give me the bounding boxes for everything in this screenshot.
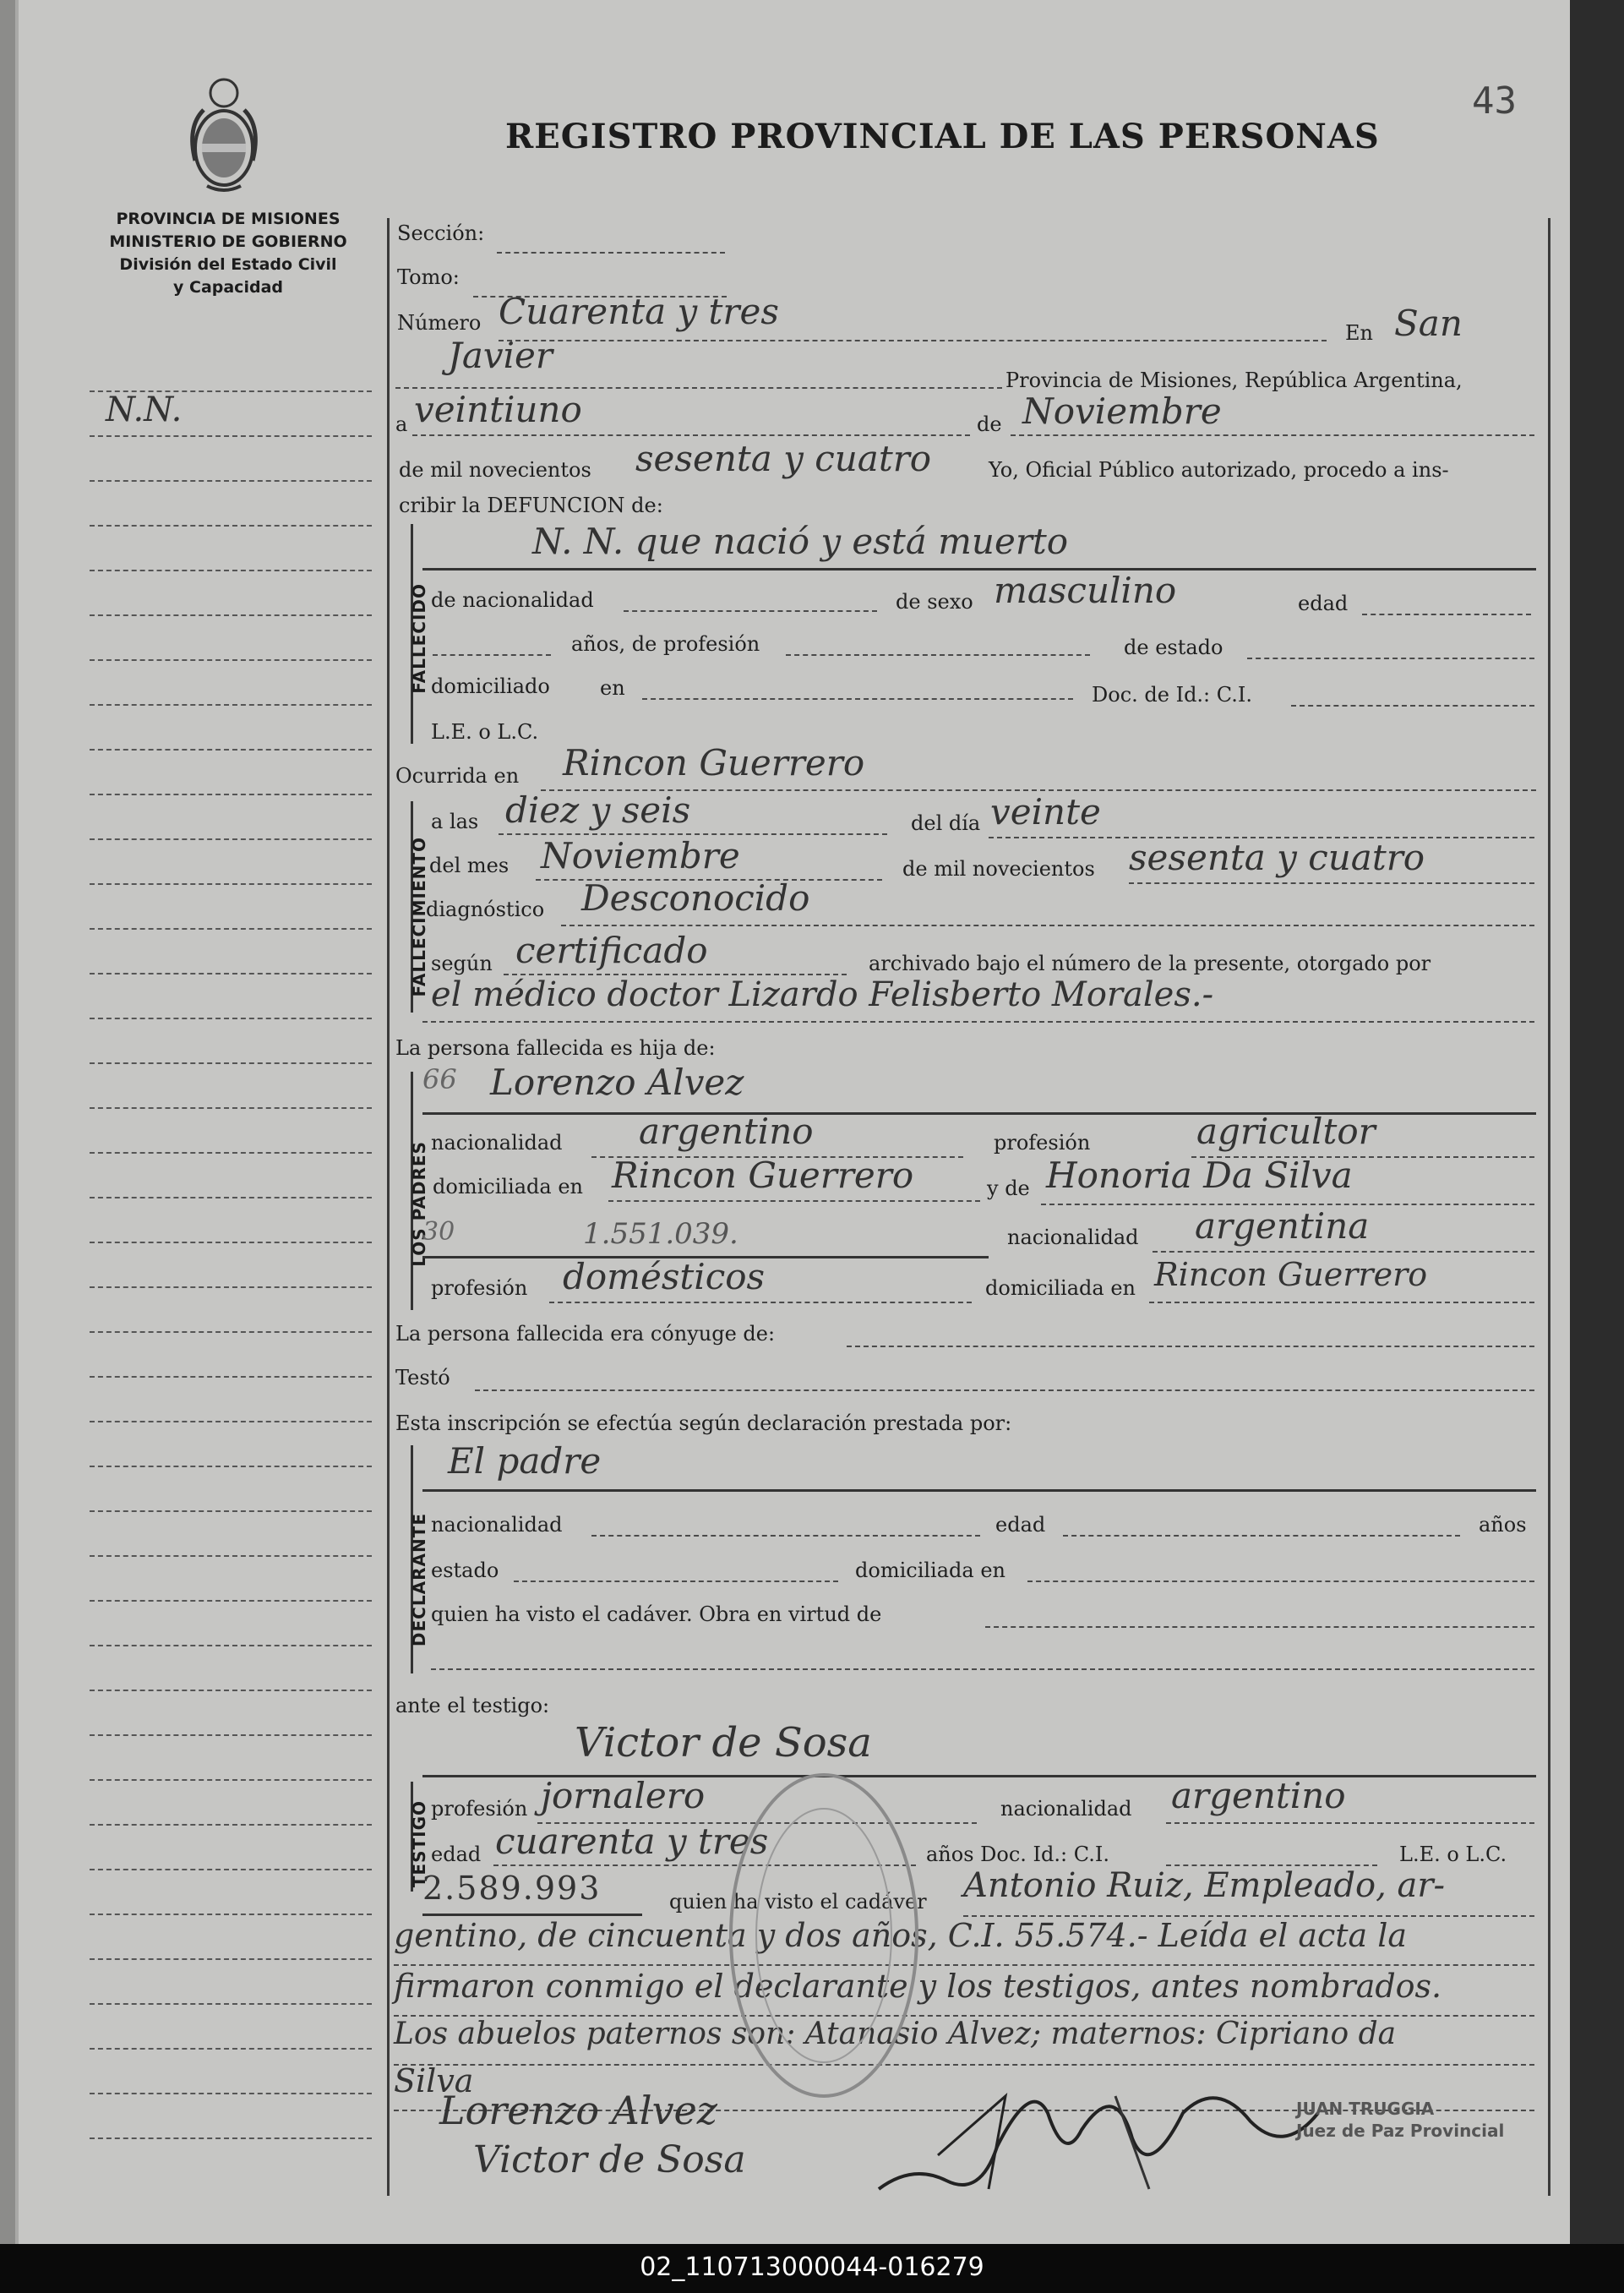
estado-label: de estado: [1124, 636, 1223, 659]
declarante-domicilio-line: [1027, 1581, 1534, 1582]
madre-nacionalidad-value: argentina: [1195, 1205, 1370, 1247]
ocurrida-label: Ocurrida en: [395, 764, 520, 788]
hija-label: La persona fallecida es hija de:: [395, 1036, 716, 1060]
footer-bar: [0, 2244, 1624, 2293]
declarante-estado-label: estado: [431, 1559, 499, 1582]
margin-line: [90, 1242, 372, 1243]
margin-line: [90, 1062, 372, 1064]
fallecimiento-side-label: FALLECIMIENTO: [409, 837, 429, 997]
madre-domicilio-value: Rincon Guerrero: [1154, 1256, 1428, 1293]
testigo-side-label: TESTIGO: [409, 1800, 429, 1888]
testigo-visto-label: quien ha visto el cadáver: [669, 1890, 927, 1914]
profesion-line: [786, 654, 1090, 656]
domiciliado-en-label: en: [600, 676, 625, 700]
anos-line: [433, 654, 551, 656]
testigo-edad-label: edad: [431, 1843, 482, 1866]
judge-stamp-title: Juez de Paz Provincial: [1296, 2121, 1505, 2141]
declarante-nacionalidad-line: [591, 1535, 980, 1537]
book-spine: [1570, 0, 1624, 2244]
testigo-doc-value-line: [422, 1914, 642, 1916]
en-value: San: [1394, 303, 1463, 344]
madre-doc: 1.551.039.: [583, 1217, 738, 1251]
inscripcion-text: Esta inscripción se efectúa según declaración prestada por:: [395, 1411, 1012, 1435]
diagnostico-value: Desconocido: [581, 877, 810, 919]
nacionalidad-line: [624, 610, 877, 612]
margin-line: [90, 973, 372, 975]
testo-line: [475, 1389, 1534, 1391]
en-label: En: [1345, 321, 1373, 345]
margin-line: [90, 1779, 372, 1781]
diagnostico-line: [561, 925, 1534, 926]
padre-name: Lorenzo Alvez: [490, 1062, 744, 1103]
madre-profesion-line: [549, 1302, 972, 1303]
doc-label: Doc. de Id.: C.I.: [1092, 683, 1253, 707]
padre-nacionalidad-label: nacionalidad: [431, 1131, 563, 1155]
fallecido-side-label: FALLECIDO: [409, 583, 429, 694]
notes-line5: Silva: [394, 2062, 474, 2099]
month-value: Noviembre: [1022, 390, 1222, 432]
margin-line: [90, 525, 372, 527]
judge-stamp-name: JUAN TRUGGIA: [1296, 2099, 1435, 2119]
declarante-extra-line: [431, 1668, 1534, 1670]
margin-line: [90, 1734, 372, 1736]
institution-header: [84, 208, 372, 299]
testigo-profesion-label: profesión: [431, 1797, 528, 1821]
margin-line: [90, 1690, 372, 1691]
province-name: PROVINCIA DE MISIONES: [116, 210, 341, 228]
a-las-label: a las: [431, 810, 479, 833]
ante-testigo-label: ante el testigo:: [395, 1694, 550, 1717]
domiciliado-label: domiciliado: [431, 674, 550, 698]
fallecido-name-line: [422, 568, 1536, 571]
padre-profesion-value: agricultor: [1196, 1111, 1376, 1152]
tomo-label: Tomo:: [397, 265, 460, 289]
numero-value: Cuarenta y tres: [499, 291, 779, 332]
margin-line: [90, 1510, 372, 1512]
month-line: [1011, 434, 1534, 436]
footer-image-id: 02_110713000044-016279: [640, 2252, 984, 2282]
margin-line: [90, 1107, 372, 1109]
official-signature-icon: [862, 2062, 1335, 2206]
numero-line: [499, 340, 1327, 341]
testigo-nacionalidad-label: nacionalidad: [1000, 1797, 1132, 1821]
testigo-doc-value: 2.589.993: [422, 1870, 602, 1907]
medico-value: el médico doctor Lizardo Felisberto Morales.-: [431, 975, 1214, 1014]
declarante-domiciliada-label: domiciliada en: [855, 1559, 1005, 1582]
margin-line: [90, 1824, 372, 1826]
margin-line: [90, 928, 372, 930]
main-left-border: [387, 218, 390, 2196]
madre-name: Honoria Da Silva: [1046, 1155, 1353, 1196]
diagnostico-label: diagnóstico: [426, 898, 545, 921]
margin-line: [90, 1286, 372, 1288]
sexo-value: masculino: [994, 570, 1177, 611]
padre-profesion-label: profesión: [994, 1131, 1091, 1155]
declarante-value: El padre: [448, 1440, 602, 1482]
margin-line: [90, 794, 372, 795]
ministry-name: MINISTERIO DE GOBIERNO: [109, 232, 347, 251]
del-mes-label: del mes: [429, 854, 510, 877]
conyuge-line: [847, 1346, 1534, 1347]
dia-value: veinte: [990, 791, 1101, 833]
madre-nacionalidad-line: [1153, 1251, 1534, 1253]
padre-nacionalidad-value: argentino: [639, 1111, 814, 1152]
madre-profesion-label: profesión: [431, 1276, 528, 1300]
seccion-line: [497, 252, 725, 254]
testigo-edad-value: cuarenta y tres: [495, 1821, 769, 1862]
page-number: 43: [1472, 79, 1517, 123]
declarante-edad-label: edad: [995, 1513, 1046, 1537]
margin-line: [90, 614, 372, 616]
division-name-cont: y Capacidad: [173, 278, 283, 297]
notes-line3: firmaron conmigo el declarante y los testigos, antes nombrados.: [394, 1968, 1442, 2005]
madre-nacionalidad-label: nacionalidad: [1007, 1226, 1139, 1249]
y-de-label: y de: [987, 1177, 1030, 1200]
fallecido-name: N. N. que nació y está muerto: [532, 521, 1069, 562]
margin-note: N.N.: [106, 390, 183, 429]
margin-line: [90, 1197, 372, 1198]
margin-line: [90, 1914, 372, 1915]
testigo-nacionalidad-line: [1166, 1822, 1534, 1824]
signature-lorenzo: Lorenzo Alvez: [439, 2088, 718, 2133]
place-continued: Javier: [448, 335, 553, 376]
madre-domicilio-line: [1149, 1302, 1534, 1303]
de-label: de: [977, 412, 1002, 436]
declarante-visto-label: quien ha visto el cadáver. Obra en virtud de: [431, 1602, 882, 1626]
margin-line: [90, 659, 372, 661]
estado-line: [1247, 658, 1534, 659]
margin-line: [90, 435, 372, 437]
oficial-text: Yo, Oficial Público autorizado, procedo a ins-: [989, 458, 1449, 482]
testigo-name: Victor de Sosa: [575, 1719, 872, 1766]
anos-label: años, de profesión: [571, 632, 760, 656]
margin-line: [90, 1466, 372, 1467]
judge-stamp: [1296, 2098, 1504, 2142]
margin-line: [90, 1645, 372, 1646]
del-dia-label: del día: [911, 811, 981, 835]
main-right-border: [1548, 218, 1550, 2196]
nacionalidad-label: de nacionalidad: [431, 588, 594, 612]
edad-line: [1362, 614, 1531, 615]
padre-age: 66: [422, 1063, 457, 1095]
margin-line: [90, 2003, 372, 2005]
provincia-text: Provincia de Misiones, República Argentina,: [1005, 369, 1463, 392]
year-label: de mil novecientos: [399, 458, 591, 482]
archivado-text: archivado bajo el número de la presente, otorgado por: [869, 952, 1431, 975]
testigo-doc-label: años Doc. Id.: C.I.: [926, 1843, 1109, 1866]
medico-line: [422, 1021, 1534, 1023]
margin-line: [90, 2048, 372, 2050]
anio-value: sesenta y cuatro: [1129, 837, 1425, 878]
testigo-profesion-value: jornalero: [541, 1775, 706, 1816]
margin-line: [90, 570, 372, 571]
page-title: REGISTRO PROVINCIAL DE LAS PERSONAS: [505, 117, 1380, 156]
official-stamp-icon: [718, 1758, 929, 2113]
padres-side-label: LOS PADRES: [409, 1141, 429, 1267]
notes-line1: Antonio Ruiz, Empleado, ar-: [963, 1866, 1445, 1905]
notes-line4: Los abuelos paternos son: Atanasio Alvez; maternos: Cipriano da: [394, 2017, 1397, 2051]
margin-line: [90, 838, 372, 840]
declarante-estado-line: [514, 1581, 838, 1582]
margin-line: [90, 749, 372, 751]
margin-line: [90, 1869, 372, 1870]
division-name: División del Estado Civil: [119, 255, 337, 274]
le-label: L.E. o L.C.: [431, 720, 539, 744]
edad-label: edad: [1298, 592, 1349, 615]
domiciliado-line: [642, 698, 1073, 700]
signature-victor: Victor de Sosa: [473, 2138, 746, 2181]
padre-domicilio-line: [608, 1200, 980, 1202]
year-value: sesenta y cuatro: [635, 438, 932, 479]
testo-label: Testó: [395, 1366, 450, 1389]
margin-line: [90, 1958, 372, 1960]
notes-line2-rule: [394, 1964, 1534, 1966]
margin-line: [90, 704, 372, 706]
day-value: veintiuno: [414, 389, 582, 430]
seccion-label: Sección:: [397, 221, 485, 245]
declarante-anos-label: años: [1479, 1513, 1527, 1537]
doc-line: [1291, 705, 1534, 707]
coat-of-arms-icon: [182, 68, 266, 203]
declarante-visto-line: [985, 1626, 1534, 1628]
anio-line: [1129, 882, 1534, 884]
conyuge-label: La persona fallecida era cónyuge de:: [395, 1322, 776, 1346]
padre-domiciliada-label: domiciliada en: [433, 1175, 583, 1198]
margin-line: [90, 1152, 372, 1154]
margin-line: [90, 1555, 372, 1557]
margin-line: [90, 2137, 372, 2139]
testigo-le-label: L.E. o L.C.: [1399, 1843, 1507, 1866]
margin-line: [90, 1018, 372, 1019]
madre-age: 30: [422, 1217, 455, 1247]
defuncion-text: cribir la DEFUNCION de:: [399, 494, 663, 517]
declarante-line: [422, 1489, 1536, 1492]
mes-value: Noviembre: [541, 835, 740, 876]
numero-label: Número: [397, 311, 482, 335]
segun-value: certificado: [515, 930, 708, 971]
ocurrida-value: Rincon Guerrero: [563, 742, 865, 783]
margin-line: [90, 883, 372, 885]
segun-label: según: [431, 952, 493, 975]
madre-domiciliada-label: domiciliada en: [985, 1276, 1136, 1300]
hora-value: diez y seis: [505, 789, 691, 831]
margin-line: [90, 1600, 372, 1602]
notes-line2: gentino, de cincuenta y dos años, C.I. 55.574.- Leída el acta la: [394, 1917, 1408, 1954]
margin-line: [90, 2093, 372, 2094]
day-line: [412, 434, 970, 436]
madre-profesion-value: domésticos: [563, 1256, 766, 1297]
margin-line: [90, 1376, 372, 1378]
mil-label: de mil novecientos: [902, 857, 1095, 881]
sexo-label: de sexo: [896, 590, 973, 614]
margin-line: [90, 1421, 372, 1422]
testigo-nacionalidad-value: argentino: [1171, 1775, 1346, 1816]
declarante-edad-line: [1063, 1535, 1460, 1537]
left-page-edge: [0, 0, 15, 2244]
padre-domicilio-value: Rincon Guerrero: [612, 1155, 914, 1196]
declarante-side-label: DECLARANTE: [409, 1513, 429, 1647]
declarante-nacionalidad-label: nacionalidad: [431, 1513, 563, 1537]
a-label: a: [395, 412, 408, 436]
margin-line: [90, 1331, 372, 1333]
margin-line: [90, 480, 372, 482]
